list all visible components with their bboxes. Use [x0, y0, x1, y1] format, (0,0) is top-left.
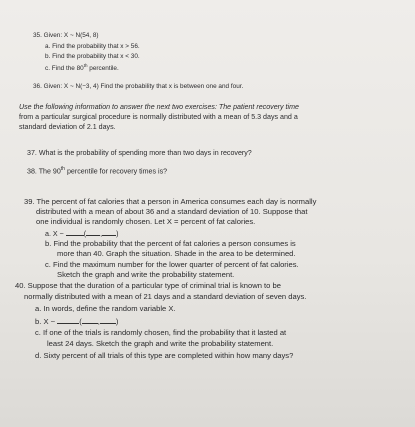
q39-blank-sd	[102, 229, 119, 238]
q35-part-c-tail: percentile.	[87, 65, 119, 73]
q39-part-b-line-2: more than 40. Graph the situation. Shade in the area to be determined.	[57, 249, 296, 258]
q40-part-c-line-2: least 24 days. Sketch the graph and write the probability statement.	[47, 339, 274, 348]
q35-part-c	[45, 64, 119, 73]
q40-part-d: d. Sixty percent of all trials of this type are completed within how many days?	[35, 351, 294, 360]
q35-part-c-text: c. Find the 80	[45, 65, 84, 73]
q40-part-c-line-1: c. If one of the trials is randomly chosen, find the probability that it lasted at	[35, 328, 287, 337]
instructions-line-2: from a particular surgical procedure is normally distributed with a mean of 5.3 days and a	[19, 113, 298, 121]
q40-blank-dist	[57, 317, 79, 324]
q35-part-c-sup: th	[83, 63, 88, 68]
q40-blank-mean	[82, 317, 98, 324]
q39-part-b-line-1: b. Find the probability that the percent of fat calories a person consumes is	[45, 239, 296, 248]
q39-line-1: 39. The percent of fat calories that a person in America consumes each day is normally	[24, 197, 317, 206]
q40-part-b	[35, 317, 118, 326]
q39-paren-open: (	[83, 230, 87, 238]
q40-line-1: 40. Suppose that the duration of a particular type of criminal trial is known to be	[15, 281, 281, 290]
q40-line-2: normally distributed with a mean of 21 days and a standard deviation of seven days.	[24, 292, 307, 301]
q40-comma: ,	[97, 317, 100, 326]
q40-paren-close: )	[115, 317, 119, 326]
q40-blank-sd	[97, 317, 116, 326]
q36-text: 36. Given: X ~ N(−3, 4) Find the probability that x is between one and four.	[33, 83, 244, 90]
q39-part-c-line-1: c. Find the maximum number for the lower quarter of percent of fat calories.	[45, 260, 299, 269]
q39-comma: ,	[100, 230, 103, 238]
instructions-line-1-text: Use the following information to answer the next two exercises: The patient recovery time	[19, 103, 299, 111]
q38-text-post: percentile for recovery times is?	[64, 167, 168, 176]
q37-text: 37. What is the probability of spending more than two days in recovery?	[27, 149, 252, 157]
q39-part-a-label: a. X ~	[45, 230, 64, 238]
q35-part-b: b. Find the probability that x < 30.	[45, 53, 140, 60]
q39-part-a	[45, 229, 118, 238]
q39-line-2: distributed with a mean of about 36 and a standard deviation of 10. Suppose that	[36, 207, 308, 216]
q38-text-pre: 38. The 90	[27, 167, 61, 176]
q40-paren-open: (	[79, 317, 82, 326]
q38-text	[27, 167, 167, 175]
q39-blank-dist	[66, 229, 87, 238]
q39-line-3: one individual is randomly chosen. Let X = percent of fat calories.	[36, 217, 256, 226]
q38-sup: th	[60, 166, 65, 172]
q39-blank-mean	[83, 229, 103, 238]
q35-part-a: a. Find the probability that x > 56.	[45, 43, 140, 50]
instructions-line-3: standard deviation of 2.1 days.	[19, 123, 116, 131]
q40-part-b-label: b. X ~	[35, 317, 56, 326]
q35-stem: 35. Given: X ~ N(54, 8)	[33, 32, 99, 39]
q40-part-a: a. In words, define the random variable X.	[35, 304, 176, 313]
instructions-line-1	[19, 104, 299, 111]
q39-paren-close: )	[116, 230, 119, 238]
q39-part-c-line-2: Sketch the graph and write the probability statement.	[57, 270, 235, 279]
